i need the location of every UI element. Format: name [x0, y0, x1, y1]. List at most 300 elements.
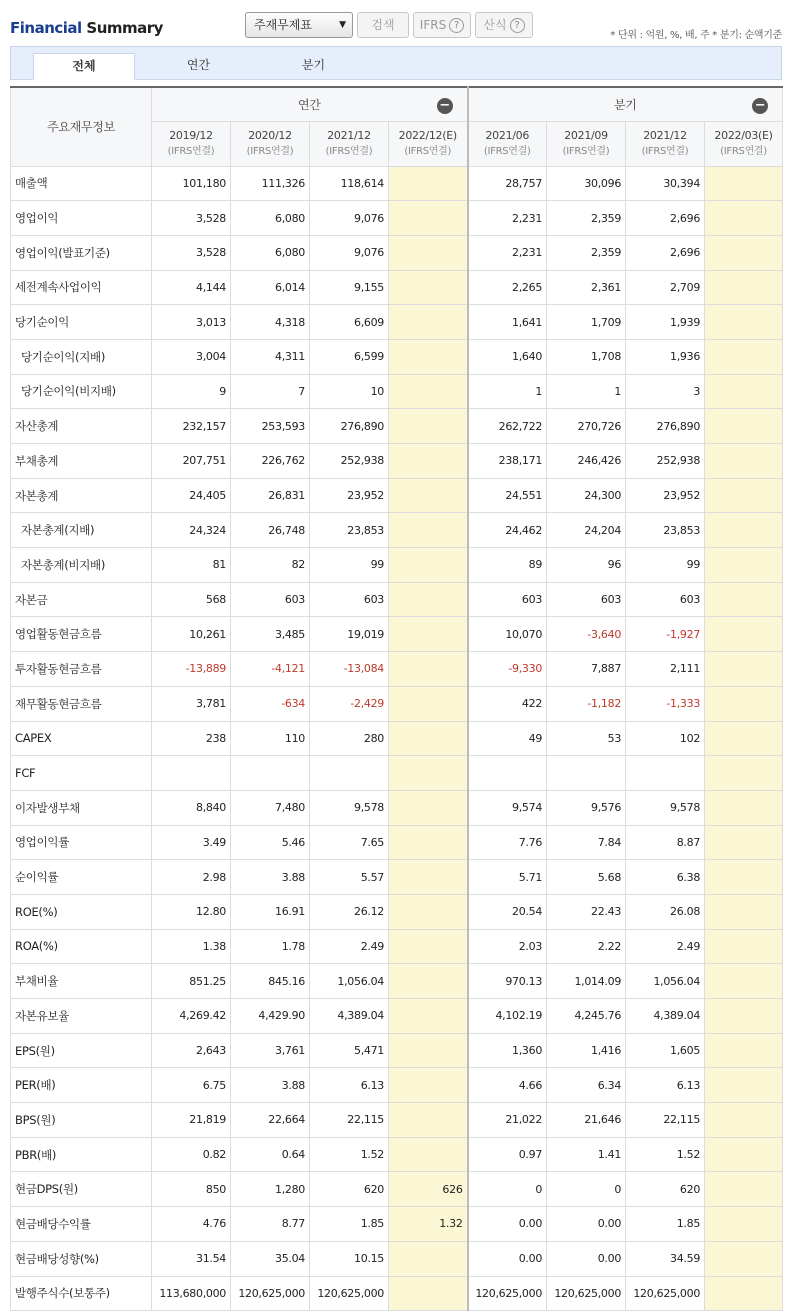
- value-cell: 8.87: [626, 825, 705, 860]
- value-cell: 5.57: [310, 860, 389, 895]
- value-cell: [389, 756, 468, 791]
- value-cell: 4,389.04: [626, 999, 705, 1034]
- table-row: [11, 825, 783, 860]
- value-cell: 9,155: [310, 270, 389, 305]
- table-row: [11, 548, 783, 583]
- value-cell: [389, 894, 468, 929]
- table-row: [11, 1241, 783, 1276]
- value-cell: 99: [626, 548, 705, 583]
- value-cell: 96: [547, 548, 626, 583]
- value-cell: 2,231: [468, 235, 547, 270]
- value-cell: 9,574: [468, 790, 547, 825]
- value-cell: [468, 756, 547, 791]
- value-cell: 2.22: [547, 929, 626, 964]
- value-cell: [389, 929, 468, 964]
- value-cell: [389, 166, 468, 201]
- row-label: 매출액: [11, 166, 152, 201]
- value-cell: [389, 860, 468, 895]
- value-cell: 3,004: [152, 339, 231, 374]
- table-row: [11, 790, 783, 825]
- value-cell: 6.34: [547, 1068, 626, 1103]
- corner-header: 주요재무정보: [11, 87, 152, 166]
- value-cell: 53: [547, 721, 626, 756]
- value-cell: [389, 478, 468, 513]
- value-cell: 1,416: [547, 1033, 626, 1068]
- value-cell: 1,280: [231, 1172, 310, 1207]
- value-cell: [705, 999, 783, 1034]
- period-basis: (IFRS연결): [325, 145, 373, 157]
- value-cell: [152, 756, 231, 791]
- value-cell: 7.65: [310, 825, 389, 860]
- value-cell: 24,324: [152, 513, 231, 548]
- quarter-group-label: 분기: [614, 97, 637, 112]
- row-label: 영업활동현금흐름: [11, 617, 152, 652]
- value-cell: [705, 929, 783, 964]
- value-cell: -3,640: [547, 617, 626, 652]
- table-row: [11, 270, 783, 305]
- value-cell: 89: [468, 548, 547, 583]
- value-cell: 0.64: [231, 1137, 310, 1172]
- value-cell: 8.77: [231, 1207, 310, 1242]
- value-cell: 4.66: [468, 1068, 547, 1103]
- help-icon: ?: [449, 18, 464, 33]
- value-cell: 1: [547, 374, 626, 409]
- table-row: [11, 339, 783, 374]
- value-cell: -1,333: [626, 686, 705, 721]
- value-cell: 1,056.04: [626, 964, 705, 999]
- value-cell: 2,265: [468, 270, 547, 305]
- financial-summary-table: [10, 86, 783, 1311]
- table-row: [11, 235, 783, 270]
- period-header: [310, 121, 389, 166]
- value-cell: 1,936: [626, 339, 705, 374]
- value-cell: [705, 860, 783, 895]
- value-cell: 603: [626, 582, 705, 617]
- value-cell: 1.38: [152, 929, 231, 964]
- value-cell: 1,640: [468, 339, 547, 374]
- value-cell: 3.88: [231, 1068, 310, 1103]
- ifrs-help-button[interactable]: [413, 12, 471, 38]
- row-label: 당기순이익: [11, 305, 152, 340]
- value-cell: 2,359: [547, 201, 626, 236]
- value-cell: 2,361: [547, 270, 626, 305]
- value-cell: -4,121: [231, 652, 310, 687]
- value-cell: 0.00: [468, 1241, 547, 1276]
- period-date: 2021/12: [643, 128, 687, 142]
- value-cell: [705, 444, 783, 479]
- value-cell: [626, 756, 705, 791]
- value-cell: [389, 1103, 468, 1138]
- value-cell: 24,405: [152, 478, 231, 513]
- value-cell: [389, 1137, 468, 1172]
- value-cell: 10: [310, 374, 389, 409]
- period-date: 2022/12(E): [398, 128, 457, 142]
- table-row: [11, 721, 783, 756]
- value-cell: [389, 686, 468, 721]
- value-cell: [705, 1068, 783, 1103]
- value-cell: 8,840: [152, 790, 231, 825]
- value-cell: 10,261: [152, 617, 231, 652]
- value-cell: 6,014: [231, 270, 310, 305]
- value-cell: 3,781: [152, 686, 231, 721]
- value-cell: [705, 1033, 783, 1068]
- value-cell: [389, 652, 468, 687]
- period-header: [468, 121, 547, 166]
- value-cell: 5.46: [231, 825, 310, 860]
- dropdown-arrow-icon: ▼: [339, 20, 346, 30]
- value-cell: 23,853: [310, 513, 389, 548]
- value-cell: 9,076: [310, 235, 389, 270]
- value-cell: 226,762: [231, 444, 310, 479]
- value-cell: 1.32: [389, 1207, 468, 1242]
- value-cell: 4,311: [231, 339, 310, 374]
- value-cell: 1.41: [547, 1137, 626, 1172]
- value-cell: 0.82: [152, 1137, 231, 1172]
- value-cell: 113,680,000: [152, 1276, 231, 1311]
- value-cell: [389, 409, 468, 444]
- table-row: [11, 513, 783, 548]
- value-cell: [705, 409, 783, 444]
- row-label: BPS(원): [11, 1103, 152, 1138]
- value-cell: 81: [152, 548, 231, 583]
- value-cell: 246,426: [547, 444, 626, 479]
- period-header: [547, 121, 626, 166]
- table-row: [11, 929, 783, 964]
- value-cell: [705, 790, 783, 825]
- value-cell: 207,751: [152, 444, 231, 479]
- row-label: 현금DPS(원): [11, 1172, 152, 1207]
- value-cell: [389, 617, 468, 652]
- value-cell: 22.43: [547, 894, 626, 929]
- value-cell: 2,696: [626, 201, 705, 236]
- value-cell: 34.59: [626, 1241, 705, 1276]
- value-cell: 23,853: [626, 513, 705, 548]
- value-cell: [705, 513, 783, 548]
- value-cell: 30,394: [626, 166, 705, 201]
- row-label: 영업이익(발표기준): [11, 235, 152, 270]
- value-cell: 2.49: [626, 929, 705, 964]
- value-cell: 110: [231, 721, 310, 756]
- value-cell: 3,528: [152, 201, 231, 236]
- row-label: 투자활동현금흐름: [11, 652, 152, 687]
- table-row: [11, 999, 783, 1034]
- value-cell: -2,429: [310, 686, 389, 721]
- value-cell: 1,056.04: [310, 964, 389, 999]
- row-label: CAPEX: [11, 721, 152, 756]
- value-cell: 22,664: [231, 1103, 310, 1138]
- value-cell: 28,757: [468, 166, 547, 201]
- value-cell: 3.88: [231, 860, 310, 895]
- value-cell: 5.68: [547, 860, 626, 895]
- row-label: 당기순이익(비지배): [11, 374, 152, 409]
- title-part2: Summary: [86, 19, 163, 37]
- table-row: [11, 756, 783, 791]
- value-cell: 6.13: [310, 1068, 389, 1103]
- value-cell: 6.38: [626, 860, 705, 895]
- value-cell: 845.16: [231, 964, 310, 999]
- value-cell: 1.78: [231, 929, 310, 964]
- value-cell: 252,938: [626, 444, 705, 479]
- value-cell: 850: [152, 1172, 231, 1207]
- value-cell: 1.85: [310, 1207, 389, 1242]
- value-cell: 82: [231, 548, 310, 583]
- table-row: [11, 201, 783, 236]
- period-date: 2021/12: [327, 128, 371, 142]
- row-label: 재무활동현금흐름: [11, 686, 152, 721]
- table-row: [11, 1033, 783, 1068]
- value-cell: 4,102.19: [468, 999, 547, 1034]
- value-cell: 4,429.90: [231, 999, 310, 1034]
- value-cell: 23,952: [626, 478, 705, 513]
- value-cell: [389, 825, 468, 860]
- value-cell: 603: [231, 582, 310, 617]
- value-cell: 2,709: [626, 270, 705, 305]
- value-cell: [705, 166, 783, 201]
- table-row: [11, 894, 783, 929]
- period-tabs: [10, 46, 782, 80]
- value-cell: 4,389.04: [310, 999, 389, 1034]
- period-basis: (IFRS연결): [404, 145, 452, 157]
- value-cell: 1,605: [626, 1033, 705, 1068]
- value-cell: 101,180: [152, 166, 231, 201]
- value-cell: 24,462: [468, 513, 547, 548]
- table-row: [11, 1103, 783, 1138]
- formula-label: 산식: [483, 18, 507, 32]
- value-cell: [705, 305, 783, 340]
- period-header: [389, 121, 468, 166]
- value-cell: 0.00: [547, 1207, 626, 1242]
- tab-all[interactable]: 전체: [33, 53, 135, 80]
- row-label: 부채비율: [11, 964, 152, 999]
- row-label: 자산총계: [11, 409, 152, 444]
- value-cell: 1.85: [626, 1207, 705, 1242]
- value-cell: 26.08: [626, 894, 705, 929]
- value-cell: 9,578: [626, 790, 705, 825]
- value-cell: 1,641: [468, 305, 547, 340]
- value-cell: -13,084: [310, 652, 389, 687]
- period-date: 2021/09: [564, 128, 608, 142]
- table-row: [11, 860, 783, 895]
- value-cell: 6,080: [231, 235, 310, 270]
- value-cell: 6,080: [231, 201, 310, 236]
- period-basis: (IFRS연결): [167, 145, 215, 157]
- value-cell: 620: [310, 1172, 389, 1207]
- value-cell: 7.84: [547, 825, 626, 860]
- value-cell: 99: [310, 548, 389, 583]
- value-cell: 2.03: [468, 929, 547, 964]
- table-row: [11, 964, 783, 999]
- table-row: [11, 1207, 783, 1242]
- value-cell: 24,204: [547, 513, 626, 548]
- value-cell: 0.00: [468, 1207, 547, 1242]
- value-cell: 19,019: [310, 617, 389, 652]
- value-cell: 4,144: [152, 270, 231, 305]
- value-cell: 270,726: [547, 409, 626, 444]
- row-label: PER(배): [11, 1068, 152, 1103]
- row-label: 세전계속사업이익: [11, 270, 152, 305]
- value-cell: 3,485: [231, 617, 310, 652]
- value-cell: 35.04: [231, 1241, 310, 1276]
- period-basis: (IFRS연결): [246, 145, 294, 157]
- statement-type-select[interactable]: [245, 12, 353, 38]
- value-cell: 0.97: [468, 1137, 547, 1172]
- value-cell: 2,359: [547, 235, 626, 270]
- value-cell: 20.54: [468, 894, 547, 929]
- table-row: [11, 686, 783, 721]
- value-cell: 12.80: [152, 894, 231, 929]
- value-cell: 3,013: [152, 305, 231, 340]
- search-button[interactable]: [357, 12, 409, 38]
- value-cell: 6,609: [310, 305, 389, 340]
- value-cell: 120,625,000: [231, 1276, 310, 1311]
- value-cell: [389, 1033, 468, 1068]
- annual-group-label: 연간: [297, 97, 321, 112]
- value-cell: [389, 999, 468, 1034]
- value-cell: 6,599: [310, 339, 389, 374]
- value-cell: [389, 1276, 468, 1311]
- value-cell: [389, 235, 468, 270]
- header: [0, 0, 800, 46]
- value-cell: [389, 548, 468, 583]
- value-cell: 2,643: [152, 1033, 231, 1068]
- value-cell: 1,014.09: [547, 964, 626, 999]
- period-date: 2020/12: [248, 128, 292, 142]
- value-cell: 238: [152, 721, 231, 756]
- value-cell: 102: [626, 721, 705, 756]
- collapse-quarter-icon[interactable]: −: [752, 98, 768, 114]
- value-cell: 26.12: [310, 894, 389, 929]
- value-cell: 5.71: [468, 860, 547, 895]
- row-label: FCF: [11, 756, 152, 791]
- value-cell: 2.98: [152, 860, 231, 895]
- table-row: [11, 478, 783, 513]
- value-cell: 21,819: [152, 1103, 231, 1138]
- value-cell: [389, 374, 468, 409]
- value-cell: 0: [547, 1172, 626, 1207]
- table-row: [11, 617, 783, 652]
- value-cell: [389, 790, 468, 825]
- period-basis: (IFRS연결): [483, 145, 531, 157]
- table-row: [11, 409, 783, 444]
- value-cell: 6.75: [152, 1068, 231, 1103]
- period-basis: (IFRS연결): [641, 145, 689, 157]
- value-cell: 21,646: [547, 1103, 626, 1138]
- period-basis: (IFRS연결): [720, 145, 767, 157]
- value-cell: 603: [310, 582, 389, 617]
- value-cell: 3.49: [152, 825, 231, 860]
- value-cell: 21,022: [468, 1103, 547, 1138]
- value-cell: [705, 1172, 783, 1207]
- value-cell: [389, 964, 468, 999]
- value-cell: [705, 825, 783, 860]
- annual-group-header: [152, 87, 468, 121]
- value-cell: 4,245.76: [547, 999, 626, 1034]
- value-cell: [389, 1068, 468, 1103]
- tab-quarter[interactable]: 분기: [301, 58, 326, 72]
- value-cell: [547, 756, 626, 791]
- value-cell: 3: [626, 374, 705, 409]
- value-cell: 7: [231, 374, 310, 409]
- value-cell: 9: [152, 374, 231, 409]
- value-cell: 1.52: [626, 1137, 705, 1172]
- value-cell: 9,578: [310, 790, 389, 825]
- period-header: [231, 121, 310, 166]
- period-header: [626, 121, 705, 166]
- value-cell: 3,528: [152, 235, 231, 270]
- value-cell: 280: [310, 721, 389, 756]
- value-cell: -13,889: [152, 652, 231, 687]
- row-label: 자본총계(지배): [11, 513, 152, 548]
- value-cell: 1: [468, 374, 547, 409]
- value-cell: 2,696: [626, 235, 705, 270]
- value-cell: 26,831: [231, 478, 310, 513]
- value-cell: [705, 548, 783, 583]
- row-label: 이자발생부채: [11, 790, 152, 825]
- value-cell: 49: [468, 721, 547, 756]
- period-header: [152, 121, 231, 166]
- value-cell: 7,887: [547, 652, 626, 687]
- value-cell: 252,938: [310, 444, 389, 479]
- value-cell: 7.76: [468, 825, 547, 860]
- value-cell: [389, 339, 468, 374]
- value-cell: [231, 756, 310, 791]
- value-cell: 5,471: [310, 1033, 389, 1068]
- value-cell: 276,890: [310, 409, 389, 444]
- value-cell: 120,625,000: [310, 1276, 389, 1311]
- row-label: 현금배당성향(%): [11, 1241, 152, 1276]
- value-cell: 1,708: [547, 339, 626, 374]
- value-cell: 3,761: [231, 1033, 310, 1068]
- value-cell: 238,171: [468, 444, 547, 479]
- row-label: 당기순이익(지배): [11, 339, 152, 374]
- value-cell: [705, 721, 783, 756]
- value-cell: 10,070: [468, 617, 547, 652]
- value-cell: [705, 1276, 783, 1311]
- value-cell: 16.91: [231, 894, 310, 929]
- row-label: 발행주식수(보통주): [11, 1276, 152, 1311]
- period-date: 2019/12: [169, 128, 213, 142]
- row-label: EPS(원): [11, 1033, 152, 1068]
- value-cell: 1.52: [310, 1137, 389, 1172]
- value-cell: [705, 652, 783, 687]
- value-cell: 4,318: [231, 305, 310, 340]
- formula-help-button[interactable]: [475, 12, 533, 38]
- value-cell: 253,593: [231, 409, 310, 444]
- page-title: [10, 19, 163, 37]
- value-cell: 9,576: [547, 790, 626, 825]
- value-cell: 422: [468, 686, 547, 721]
- quarter-group-header: [468, 87, 783, 121]
- row-label: 자본총계(비지배): [11, 548, 152, 583]
- row-label: 부채총계: [11, 444, 152, 479]
- select-value: 주재무제표: [254, 18, 312, 32]
- tab-annual[interactable]: 연간: [186, 58, 211, 72]
- value-cell: 0: [468, 1172, 547, 1207]
- value-cell: 851.25: [152, 964, 231, 999]
- value-cell: [705, 235, 783, 270]
- value-cell: 120,625,000: [468, 1276, 547, 1311]
- row-label: ROE(%): [11, 894, 152, 929]
- value-cell: 1,360: [468, 1033, 547, 1068]
- value-cell: [705, 339, 783, 374]
- collapse-annual-icon[interactable]: −: [437, 98, 453, 114]
- unit-notes: * 단위 : 억원, %, 배, 주 * 분기: 순액기준: [610, 30, 782, 41]
- value-cell: [389, 270, 468, 305]
- row-label: 현금배당수익률: [11, 1207, 152, 1242]
- value-cell: [705, 964, 783, 999]
- row-label: 자본총계: [11, 478, 152, 513]
- value-cell: 10.15: [310, 1241, 389, 1276]
